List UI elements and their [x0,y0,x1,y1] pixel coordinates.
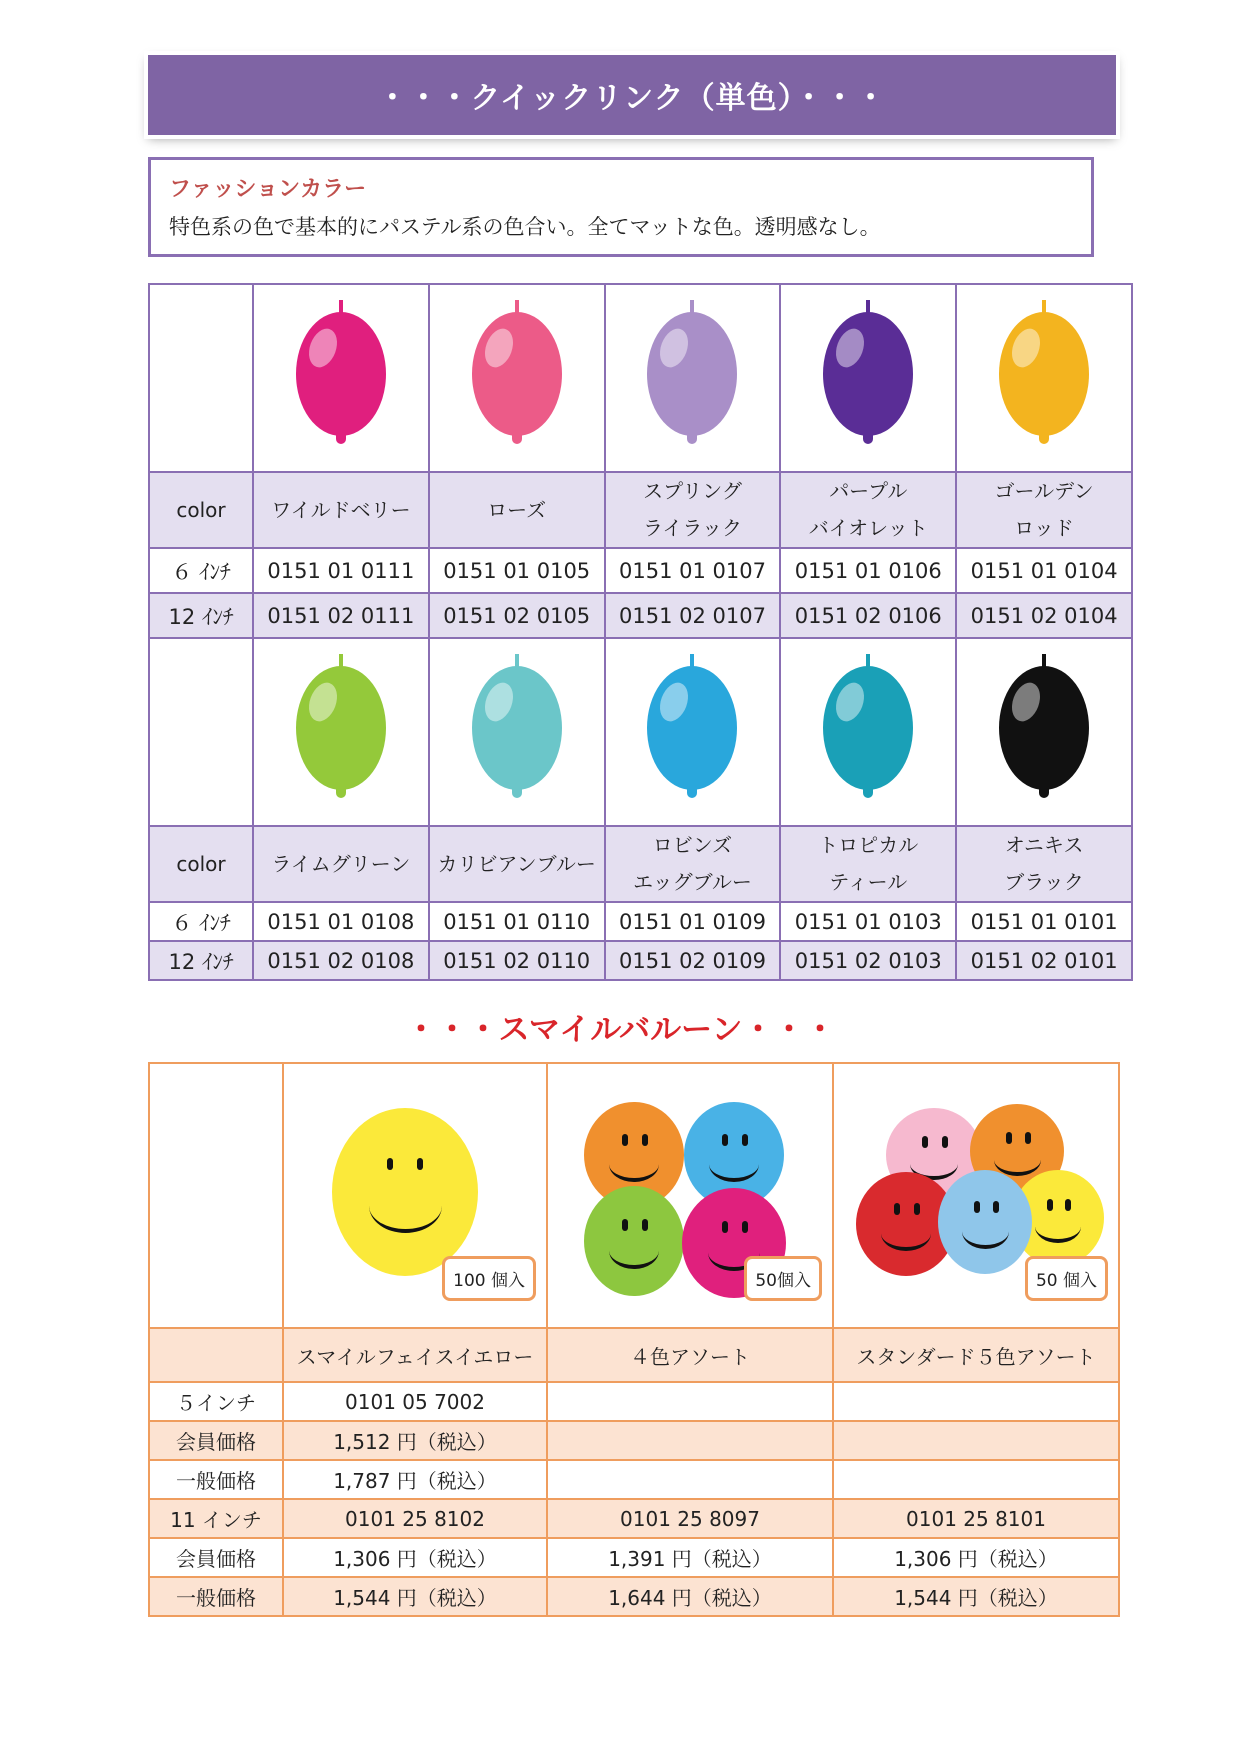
color-name-line: ロッド [1014,516,1074,540]
color-name [605,826,781,902]
empty-cell [149,284,253,472]
color-name [253,826,429,902]
row-value: 0101 25 8102 [283,1499,547,1538]
row-value: 1,306 円（税込） [833,1538,1119,1577]
color-name-line: ライラック [642,516,742,540]
row-value: 0101 25 8097 [547,1499,833,1538]
balloon-image-cell [605,638,781,826]
product-header-row [149,1328,1119,1382]
price-row [149,1538,1119,1577]
row-label: 会員価格 [149,1538,283,1577]
empty-cell [149,638,253,826]
color-name-line: パープル [829,479,908,503]
quicklink-table [148,283,1133,981]
product-code: 0151 01 0110 [429,902,605,941]
row-value: 1,306 円（税込） [283,1538,547,1577]
balloon-robins-egg-blue-icon [637,654,747,806]
color-name-line: オニキス [1004,833,1084,857]
color-name [956,472,1132,548]
product-name: スタンダード５色アソート [833,1328,1119,1382]
info-title: ファッションカラー [169,177,367,202]
color-name-line: トロピカル [818,833,919,857]
color-name [429,472,605,548]
info-box [148,157,1094,257]
info-description: 特色系の色で基本的にパステル系の色合い。全てマットな色。透明感なし。 [169,215,881,239]
product-code: 0151 02 0104 [956,593,1132,638]
product-code: 0151 02 0111 [253,593,429,638]
balloon-onyx-black-icon [989,654,1099,806]
balloon-goldenrod-icon [989,300,1099,452]
product-code-row [149,548,1132,593]
price-row [149,1460,1119,1499]
color-name [780,826,956,902]
balloon-image-cell [956,284,1132,472]
row-label: 11 インチ [149,1499,283,1538]
product-code: 0151 02 0105 [429,593,605,638]
row-value: 0101 05 7002 [283,1382,547,1421]
size-label: ６ ｲﾝﾁ [149,902,253,941]
balloon-image-cell [253,284,429,472]
balloon-rose-icon [462,300,572,452]
product-name: スマイルフェイスイエロー [283,1328,547,1382]
row-value: 1,391 円（税込） [547,1538,833,1577]
row-label: ５インチ [149,1382,283,1421]
color-name-row [149,826,1132,902]
balloon-image-cell [253,638,429,826]
price-row [149,1577,1119,1616]
balloon-purple-violet-icon [813,300,923,452]
color-label: color [149,826,253,902]
product-code: 0151 01 0104 [956,548,1132,593]
smile-5color-image-cell [833,1063,1119,1328]
product-code: 0151 01 0105 [429,548,605,593]
product-code: 0151 01 0107 [605,548,781,593]
color-name-line: ブラック [1004,870,1084,894]
balloon-spring-lilac-icon [637,300,747,452]
count-badge: 50個入 [744,1256,822,1301]
empty-cell [149,1063,283,1328]
color-name-line: バイオレット [808,516,928,540]
balloon-image-cell [780,638,956,826]
color-name-line: ワイルドベリー [271,497,411,522]
color-name [253,472,429,548]
count-badge: 50 個入 [1025,1256,1108,1301]
section-banner: ・・・クイックリンク（単色）・・・ [148,55,1116,135]
smile-green-balloon-icon [584,1186,684,1296]
size-label: 12 ｲﾝﾁ [149,593,253,638]
product-code: 0151 01 0106 [780,548,956,593]
product-code-row [149,902,1132,941]
balloon-image-row [149,638,1132,826]
product-code: 0151 01 0111 [253,548,429,593]
balloon-image-cell [429,284,605,472]
row-value [833,1382,1119,1421]
balloon-lime-green-icon [286,654,396,806]
color-name-row [149,472,1132,548]
product-code: 0151 02 0109 [605,941,781,980]
color-label: color [149,472,253,548]
product-code: 0151 01 0108 [253,902,429,941]
balloon-image-cell [429,638,605,826]
row-value [833,1421,1119,1460]
price-row [149,1382,1119,1421]
balloon-tropical-teal-icon [813,654,923,806]
balloon-caribbean-blue-icon [462,654,572,806]
row-value: 0101 25 8101 [833,1499,1119,1538]
color-name [956,826,1132,902]
color-name-line: ライムグリーン [271,851,411,876]
row-value [547,1460,833,1499]
row-value [833,1460,1119,1499]
smile-balloon-title: ・・・スマイルバルーン・・・ [405,1012,836,1048]
row-value: 1,544 円（税込） [283,1577,547,1616]
balloon-image-row [149,284,1132,472]
row-label: 一般価格 [149,1577,283,1616]
color-name-line: ロビンズ [652,833,733,857]
row-value: 1,644 円（税込） [547,1577,833,1616]
row-label: 会員価格 [149,1421,283,1460]
price-row [149,1499,1119,1538]
product-name: ４色アソート [547,1328,833,1382]
balloon-image-cell [956,638,1132,826]
color-name [780,472,956,548]
size-label: ６ ｲﾝﾁ [149,548,253,593]
count-badge: 100 個入 [442,1256,536,1301]
color-name-line: エッグブルー [633,870,752,894]
row-value [547,1421,833,1460]
color-name [605,472,781,548]
color-name [429,826,605,902]
smile-balloon-table [148,1062,1120,1617]
balloon-image-cell [780,284,956,472]
product-code: 0151 02 0107 [605,593,781,638]
smile-image-row [149,1063,1119,1328]
product-code: 0151 02 0103 [780,941,956,980]
product-code: 0151 01 0103 [780,902,956,941]
product-code: 0151 02 0108 [253,941,429,980]
smile-4color-image-cell [547,1063,833,1328]
product-code: 0151 01 0109 [605,902,781,941]
size-label: 12 ｲﾝﾁ [149,941,253,980]
row-value: 1,544 円（税込） [833,1577,1119,1616]
row-label: 一般価格 [149,1460,283,1499]
product-code: 0151 02 0106 [780,593,956,638]
color-name-line: カリビアンブルー [437,851,596,876]
smile-lightblue-balloon-icon [938,1170,1032,1274]
product-code: 0151 02 0110 [429,941,605,980]
row-value: 1,787 円（税込） [283,1460,547,1499]
color-name-line: スプリング [643,479,742,503]
color-name-line: ローズ [487,497,547,522]
product-code: 0151 02 0101 [956,941,1132,980]
balloon-image-cell [605,284,781,472]
color-name-line: ゴールデン [994,479,1094,503]
smile-yellow-balloon-icon [332,1108,478,1276]
empty-cell [149,1328,283,1382]
balloon-wild-berry-icon [286,300,396,452]
price-row [149,1421,1119,1460]
color-name-line: ティール [829,870,908,894]
row-value [547,1382,833,1421]
row-value: 1,512 円（税込） [283,1421,547,1460]
product-code-row [149,593,1132,638]
product-code-row [149,941,1132,980]
smile-yellow-image-cell [283,1063,547,1328]
product-code: 0151 01 0101 [956,902,1132,941]
